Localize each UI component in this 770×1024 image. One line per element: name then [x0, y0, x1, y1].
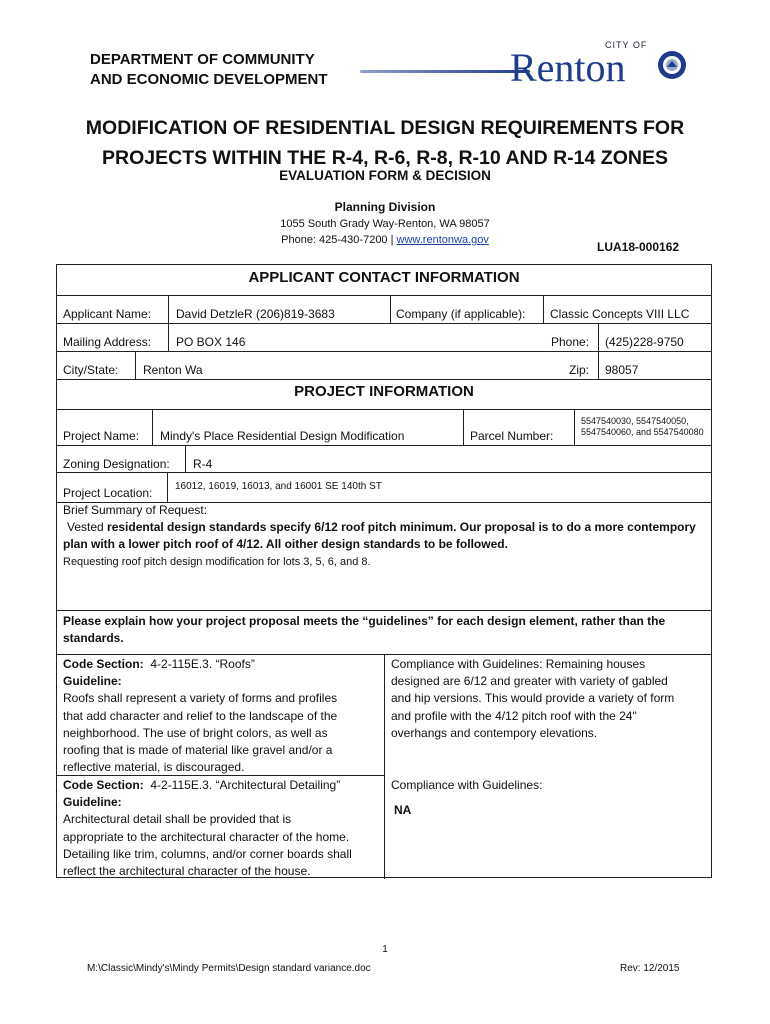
project-location-label: Project Location: — [63, 486, 153, 500]
applicant-name-value: David DetzleR (206)819-3683 — [176, 307, 335, 321]
request-summary — [63, 502, 709, 571]
guideline-line: reflective material, is discouraged. — [63, 760, 245, 775]
project-heading: PROJECT INFORMATION — [294, 383, 474, 400]
summary-label: Brief Summary of Request: — [63, 503, 208, 517]
zoning-label: Zoning Designation: — [63, 457, 170, 471]
compliance-line: overhangs and contempory elevations. — [391, 725, 598, 740]
city-seal-icon — [657, 50, 687, 80]
logo-swoosh — [360, 70, 530, 73]
compliance-architectural-detailing — [391, 777, 709, 819]
project-name-label: Project Name: — [63, 429, 140, 443]
instructions-line-2: standards. — [63, 631, 124, 646]
department-line-1: DEPARTMENT OF COMMUNITY — [90, 51, 315, 68]
code-section-label: Code Section: — [63, 778, 144, 792]
office-phone: Phone: 425-430-7200 | — [281, 234, 397, 246]
project-name-value: Mindy's Place Residential Design Modification — [160, 429, 405, 443]
compliance-label: Compliance with Guidelines: — [391, 778, 543, 792]
department-line-2: AND ECONOMIC DEVELOPMENT — [90, 71, 328, 88]
guideline-line: reflect the architectural character of the house. — [63, 864, 311, 879]
zip-label: Zip: — [569, 363, 590, 377]
zoning-value: R-4 — [193, 457, 213, 471]
guideline-line: neighborhood. The use of bright colors, as well as — [63, 725, 328, 740]
code-section-roofs — [63, 656, 381, 776]
summary-line-1 — [63, 519, 709, 536]
compliance-value: NA — [394, 803, 412, 818]
project-location-value: 16012, 16019, 16013, and 16001 SE 140th ST — [175, 481, 382, 492]
compliance-roofs — [391, 656, 709, 742]
zip-value: 98057 — [605, 363, 639, 377]
code-section-label: Code Section: — [63, 657, 144, 671]
code-section-architectural-detailing — [63, 777, 381, 880]
mailing-address-value: PO BOX 146 — [176, 335, 246, 349]
form-title-line-1: MODIFICATION OF RESIDENTIAL DESIGN REQUIREMENTS FOR — [85, 117, 685, 139]
page-number: 1 — [382, 944, 388, 955]
compliance-line: designed are 6/12 and greater with variety of gabled — [391, 674, 668, 689]
guideline-label: Guideline: — [63, 795, 122, 810]
logo-renton: Renton — [510, 45, 626, 90]
department-name — [90, 50, 328, 90]
summary-line-1-bold: residental design standards specify 6/12 roof pitch minimum. Our proposal is to do a more contempory — [107, 520, 696, 535]
applicant-heading: APPLICANT CONTACT INFORMATION — [248, 269, 520, 286]
company-value: Classic Concepts VIII LLC — [550, 307, 690, 321]
parcel-number-line-1: 5547540030, 5547540050, — [581, 416, 689, 426]
summary-line-2: plan with a lower pitch roof of 4/12. All oither design standards to be followed. — [63, 537, 508, 552]
guideline-line: Detailing like trim, columns, and/or corner boards shall — [63, 846, 352, 861]
guideline-line: Architectural detail shall be provided that is — [63, 812, 292, 827]
parcel-number-line-2: 5547540060, and 5547540080 — [581, 427, 704, 437]
city-state-label: City/State: — [63, 363, 119, 377]
city-state-value: Renton Wa — [143, 363, 203, 377]
instructions-line-1: Please explain how your project proposal meets the “guidelines” for each design element, rather than the — [63, 614, 666, 628]
file-path: M:\Classic\Mindy's\Mindy Permits\Design standard variance.doc — [87, 963, 371, 974]
form-subtitle: EVALUATION FORM & DECISION — [279, 168, 491, 183]
form-title — [0, 113, 770, 173]
summary-line-3: Requesting roof pitch design modification for lots 3, 5, 6, and 8. — [63, 555, 371, 568]
guideline-instructions — [63, 613, 709, 647]
summary-line-1-start: Vested — [67, 520, 108, 535]
form-table — [56, 264, 712, 878]
mailing-address-label: Mailing Address: — [63, 335, 152, 349]
guideline-line: appropriate to the architectural character of the home. — [63, 829, 350, 844]
company-label: Company (if applicable): — [396, 307, 526, 321]
guideline-line: roofing that is made of material like gravel and/or a — [63, 743, 333, 758]
division-name: Planning Division — [334, 200, 436, 214]
parcel-number-value — [581, 416, 711, 438]
guideline-line: Roofs shall represent a variety of forms and profiles — [63, 691, 338, 706]
parcel-number-label: Parcel Number: — [470, 429, 554, 443]
compliance-line: Compliance with Guidelines: Remaining houses — [391, 657, 646, 671]
logo-city-of: CITY OF — [605, 40, 648, 50]
website-link[interactable]: www.rentonwa.gov — [396, 234, 489, 246]
phone-label: Phone: — [551, 335, 590, 349]
guideline-label: Guideline: — [63, 674, 122, 689]
code-section-value: 4-2-115E.3. “Roofs” — [150, 657, 255, 671]
office-address: 1055 South Grady Way-Renton, WA 98057 — [280, 218, 490, 230]
code-section-value: 4-2-115E.3. “Architectural Detailing” — [150, 778, 341, 792]
applicant-name-label: Applicant Name: — [63, 307, 152, 321]
phone-value: (425)228-9750 — [605, 335, 684, 349]
compliance-line: and hip versions. This would provide a variety of form — [391, 691, 675, 706]
compliance-line: and profile with the 4/12 pitch roof with the 24" — [391, 708, 637, 723]
revision-date: Rev: 12/2015 — [620, 963, 680, 974]
form-title-line-2: PROJECTS WITHIN THE R-4, R-6, R-8, R-10 AND R-14 ZONES — [102, 147, 668, 169]
guideline-line: that add character and relief to the landscape of the — [63, 708, 338, 723]
case-number: LUA18-000162 — [597, 240, 680, 254]
